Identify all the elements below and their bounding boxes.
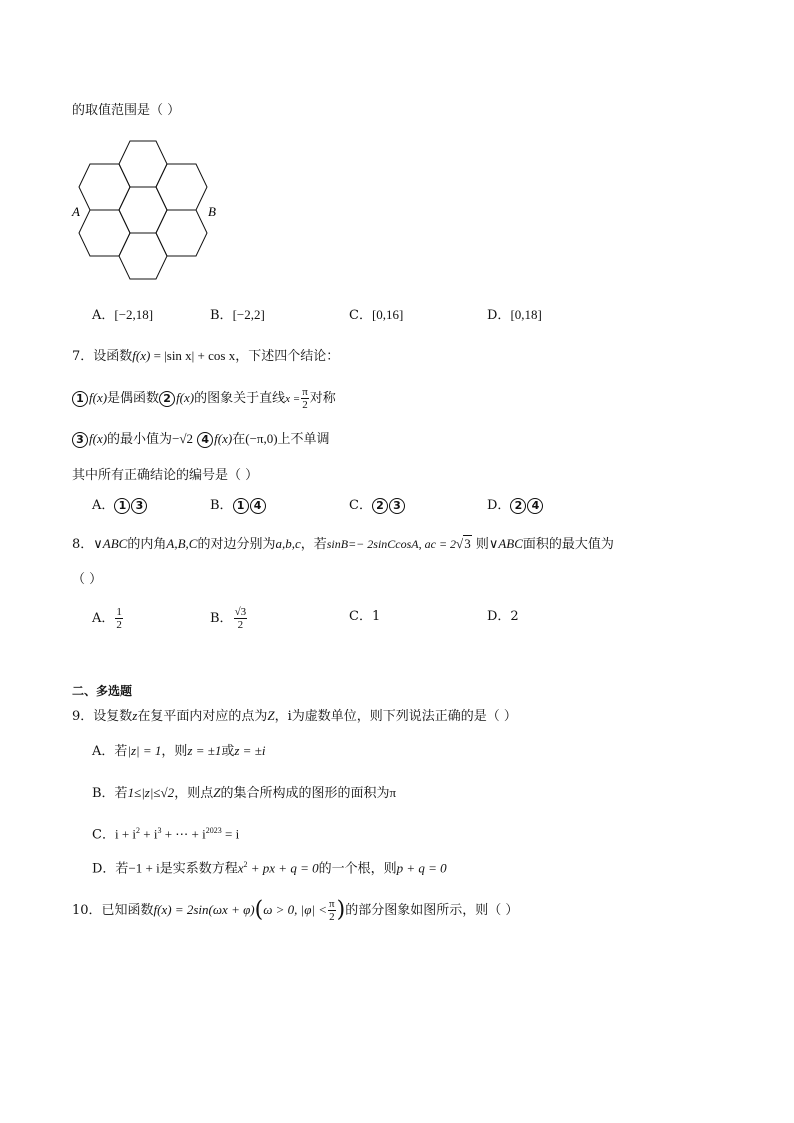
q10-stem: 10．已知函数f(x) = 2sin(ωx + φ)(ω > 0, |φ| < $\frac{\pi}{2}$ )的部分图象如图所示，则（ ） [72,897,519,923]
q8-stem: 8．∨ABC的内角A,B,C的对边分别为a,b,c，若sinB=− 2sinCcosA, ac = 2√3 则∨ABC面积的最大值为 [72,536,614,552]
label-a: A [72,204,80,219]
q9-option-d[interactable]: D．若−1 + i是实系数方程$x^2$ + px + q = 0的一个根，则p + q = 0 [92,860,447,877]
q7-option-c[interactable]: C． 2 3 [349,497,406,515]
q8-option-c[interactable]: C．1 [349,609,381,624]
q7-option-b[interactable]: B． 1 4 [210,497,267,515]
q6-option-b[interactable]: B．[−2,2] [210,307,265,323]
q9-option-c[interactable]: C．$i + i^2 + i^3$ + ⋯ + $i^{2023} = i$ [92,826,240,843]
label-b: B [208,204,216,219]
circled-2-icon: 2 [159,391,175,407]
hexagon-lower-right [156,210,207,256]
q6-prompt-tail: 的取值范围是（ ） [72,103,181,118]
hexagon-figure [70,130,230,290]
q9-option-b[interactable]: B．若1≤|z|≤√2，则点Z的集合所构成的图形的面积为π [92,785,397,801]
circled-1-icon: 1 [72,391,88,407]
q9-stem: 9．设复数z在复平面内对应的点为Z，i为虚数单位，则下列说法正确的是（ ） [72,708,517,724]
hexagon-upper-left [79,164,130,210]
q8-paren: （ ） [72,572,103,587]
hexagon-upper-right [156,164,207,210]
q7-ask: 其中所有正确结论的编号是（ ） [72,468,259,483]
q7-conclusions-3-4: 3 f(x)的最小值为−√2 4 f(x)在(−π,0)上不单调 [72,430,330,449]
q6-option-d[interactable]: D．[0,18] [487,307,542,323]
q7-conclusions-1-2: 1 f(x)是偶函数 2 f(x)的图象关于直线x = $\frac{\pi}{2}$ 对称 [72,386,336,411]
q9-option-a[interactable]: A．若|z| = 1，则z = ±1或z = ±i [92,743,266,759]
circled-4-icon: 4 [197,432,213,448]
circled-3-icon: 3 [72,432,88,448]
section-title-multi-choice: 二、多选题 [72,684,133,698]
q8-option-b[interactable]: B． $\frac{√3}{2}$ [210,606,247,631]
q6-option-a[interactable]: A．[−2,18] [92,307,154,323]
q8-option-a[interactable]: A． $\frac{1}{2}$ [92,606,122,631]
q7-stem: 7．设函数f(x) = |sin x| + cos x，下述四个结论： [72,348,340,364]
q8-option-d[interactable]: D．2 [487,609,519,624]
q7-option-d[interactable]: D． 2 4 [487,497,544,515]
hexagon-lower-left [79,210,130,256]
q6-option-c[interactable]: C．[0,16] [349,307,404,323]
q7-option-a[interactable]: A． 1 3 [92,497,148,515]
